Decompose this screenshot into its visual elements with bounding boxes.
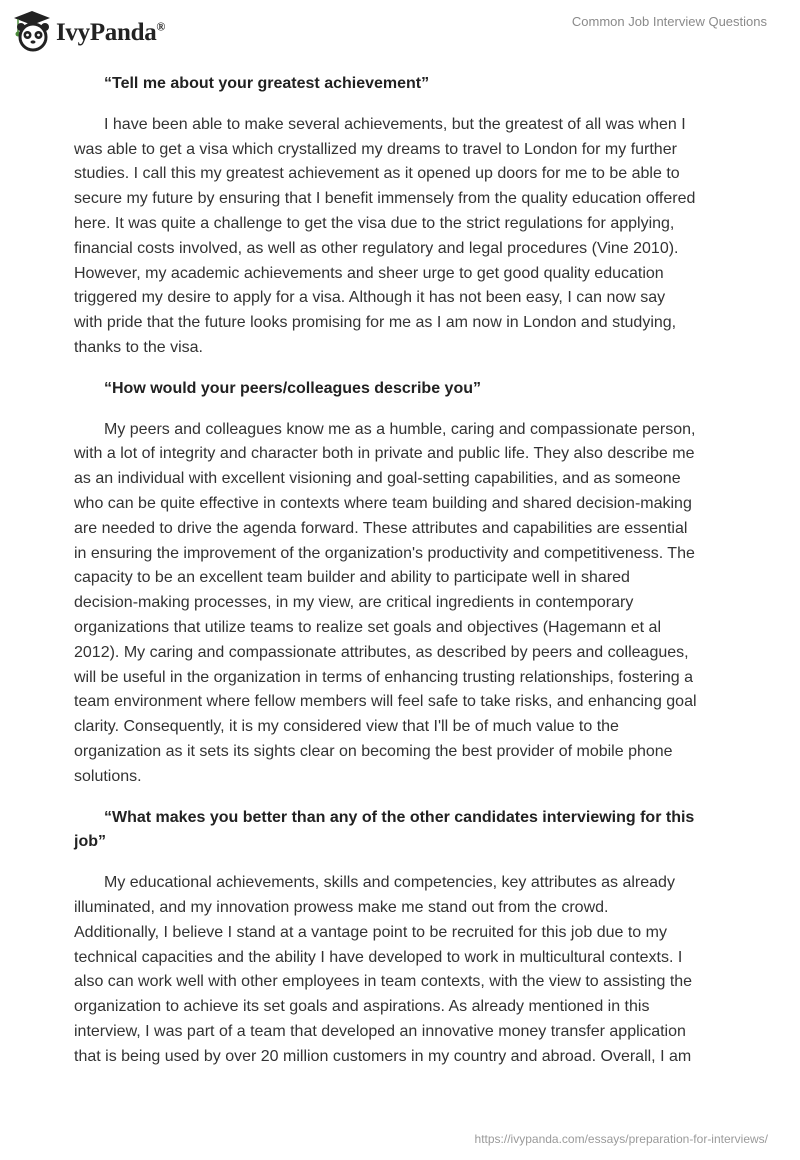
paragraph-line: 2012). My caring and compassionate attributes, as described by peers and colleagues, bbox=[74, 643, 689, 661]
section-paragraph bbox=[74, 418, 734, 790]
source-url[interactable]: https://ivypanda.com/essays/preparation-for-interviews/ bbox=[474, 1132, 768, 1146]
paragraph-line: However, my academic achievements and sheer urge to get good quality education bbox=[74, 264, 664, 282]
paragraph-line: organizations that utilize teams to realize set goals and objectives (Hagemann et al bbox=[74, 618, 661, 636]
essay-body bbox=[74, 72, 734, 1085]
paragraph-line: with a lot of integrity and character both in private and public life. They also describe me bbox=[74, 445, 695, 463]
section-heading bbox=[74, 806, 734, 856]
paragraph-line: organization to achieve its set goals and aspirations. As already mentioned in this bbox=[74, 998, 650, 1016]
paragraph-line: are needed to drive the agenda forward. These attributes and capabilities are essential bbox=[74, 519, 688, 537]
paragraph-line: Additionally, I believe I stand at a vantage point to be recruited for this job due to my bbox=[74, 923, 667, 941]
paragraph-line: team environment where fellow members will feel safe to take risks, and enhancing goal bbox=[74, 693, 697, 711]
paragraph-line: illuminated, and my innovation prowess make me stand out from the crowd. bbox=[74, 898, 609, 916]
paragraph-line: that is being used by over 20 million customers in my country and abroad. Overall, I am bbox=[74, 1047, 692, 1065]
ivypanda-logo[interactable] bbox=[12, 8, 165, 52]
heading-line: “What makes you better than any of the other candidates interviewing for this bbox=[104, 808, 695, 826]
paragraph-line: interview, I was part of a team that developed an innovative money transfer application bbox=[74, 1022, 686, 1040]
paragraph-line: studies. I call this my greatest achievement as it opened up doors for me to be able to bbox=[74, 165, 680, 183]
paragraph-line: as an individual with excellent visioning and goal-setting capabilities, and as someone bbox=[74, 470, 681, 488]
paragraph-line: triggered my desire to apply for a visa. Although it has not been easy, I can now say bbox=[74, 289, 666, 307]
paragraph-line: with pride that the future looks promising for me as I am now in London and studying, bbox=[74, 314, 677, 332]
paragraph-line: My educational achievements, skills and competencies, key attributes as already bbox=[104, 874, 675, 892]
section-heading bbox=[74, 377, 734, 402]
brand-text: IvyPanda bbox=[56, 19, 157, 46]
paragraph-line: technical capacities and the ability I have developed to work in multicultural contexts. I bbox=[74, 948, 683, 966]
paragraph-line: clarity. Consequently, it is my considered view that I'll be of much value to the bbox=[74, 718, 619, 736]
section-paragraph bbox=[74, 113, 734, 361]
paragraph-line: capacity to be an excellent team builder and ability to participate well in shared bbox=[74, 569, 630, 587]
paragraph-line: organization as it sets its sights clear on becoming the best provider of mobile phone bbox=[74, 742, 673, 760]
heading-line: “How would your peers/colleagues describe you” bbox=[104, 379, 481, 397]
section-heading bbox=[74, 72, 734, 97]
paragraph-line: My peers and colleagues know me as a humble, caring and compassionate person, bbox=[104, 420, 696, 438]
panda-graduate-icon bbox=[12, 8, 52, 52]
paragraph-line: financial costs involved, as well as other regulatory and legal procedures (Vine 2010). bbox=[74, 239, 679, 257]
paragraph-line: also can work well with other employees in team contexts, with the view to assisting the bbox=[74, 973, 693, 991]
heading-line: “Tell me about your greatest achievement” bbox=[104, 75, 430, 92]
paragraph-line: I have been able to make several achievements, but the greatest of all was when I bbox=[104, 115, 686, 133]
paragraph-line: secure my future by ensuring that I benefit immensely from the quality education offered bbox=[74, 190, 696, 208]
paragraph-line: solutions. bbox=[74, 767, 142, 785]
registered-mark: ® bbox=[156, 19, 166, 34]
paragraph-line: was able to get a visa which crystallized my dreams to travel to London for my further bbox=[74, 140, 677, 158]
paragraph-line: who can be quite effective in contexts where team building and shared decision-making bbox=[74, 494, 692, 512]
paragraph-line: here. It was quite a challenge to get the visa due to the strict regulations for applying, bbox=[74, 214, 675, 232]
brand-name bbox=[56, 19, 165, 47]
paragraph-line: in ensuring the improvement of the organization's productivity and competitiveness. The bbox=[74, 544, 695, 562]
paragraph-line: thanks to the visa. bbox=[74, 338, 203, 356]
paragraph-line: decision-making processes, in my view, are critical ingredients in contemporary bbox=[74, 594, 634, 612]
section-paragraph bbox=[74, 871, 734, 1069]
paragraph-line: will be useful in the organization in terms of enhancing trusting relationships, fostering a bbox=[74, 668, 694, 686]
document-title: Common Job Interview Questions bbox=[571, 14, 767, 29]
heading-line: job” bbox=[74, 833, 106, 851]
